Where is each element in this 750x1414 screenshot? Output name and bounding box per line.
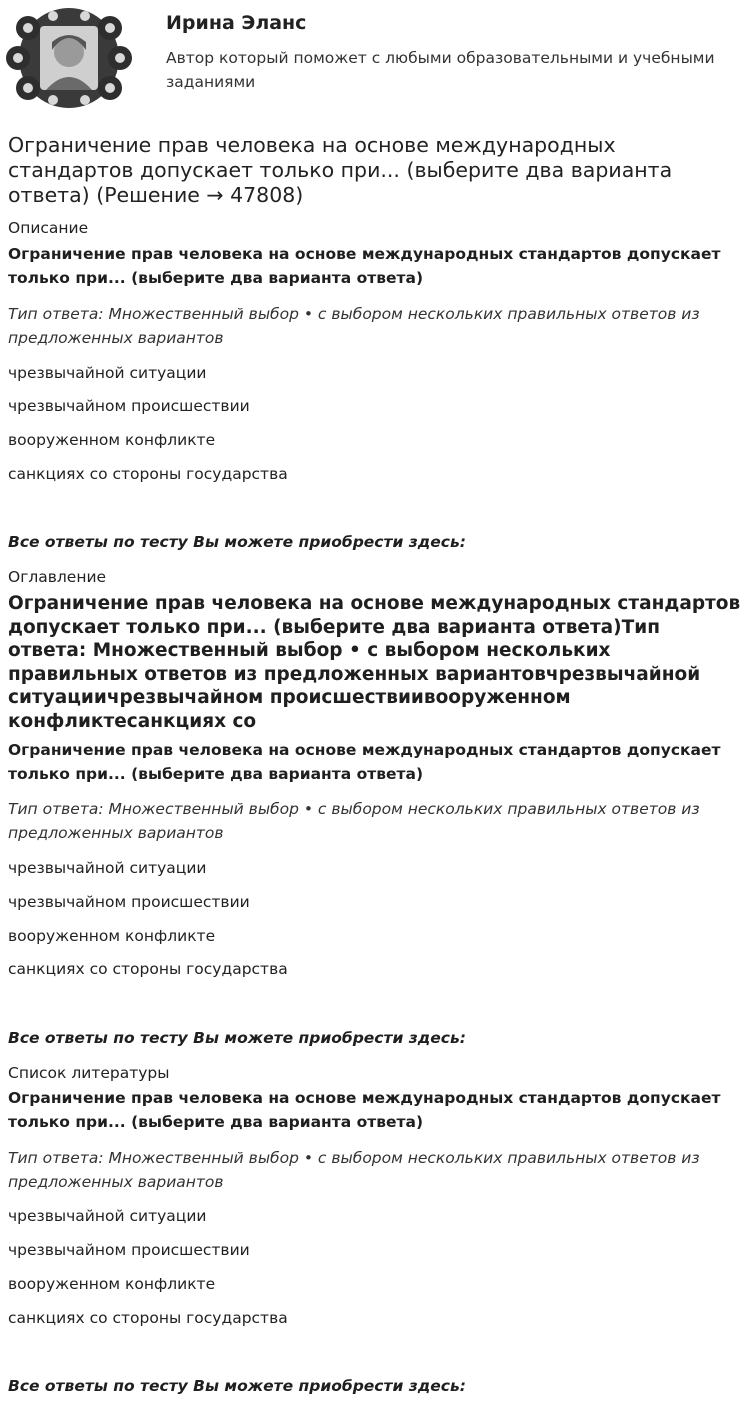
film-reel-avatar-icon xyxy=(6,6,132,110)
answer-type: Тип ответа: Множественный выбор • с выбором нескольких правильных ответов из предложенных вариантов xyxy=(8,305,700,347)
answer-option: вооруженном конфликте xyxy=(8,927,216,945)
answer-type: Тип ответа: Множественный выбор • с выбором нескольких правильных ответов из предложенных вариантов xyxy=(8,1149,700,1191)
answer-option: вооруженном конфликте xyxy=(8,1275,216,1293)
section-label-references: Список литературы xyxy=(8,1064,170,1082)
answer-option: санкциях со стороны государства xyxy=(8,465,288,483)
answer-option: вооруженном конфликте xyxy=(8,431,216,449)
section-label-toc: Оглавление xyxy=(8,568,107,586)
answer-option: чрезвычайной ситуации xyxy=(8,1207,207,1225)
buy-answers-link[interactable]: Все ответы по тесту Вы можете приобрести здесь: xyxy=(8,1029,466,1047)
question-text: Ограничение прав человека на основе международных стандартов допускает только при... (выберите два варианта ответа) xyxy=(8,245,721,287)
answer-option: санкциях со стороны государства xyxy=(8,1309,288,1327)
toc-heading: Ограничение прав человека на основе международных стандартов допускает только при... (выберите два варианта ответа)Тип ответа: Множественный выбор • с выбором нескольких правильных ответов из предложенных вариантовчрезвычайной ситуациичрезвычайном происшествиивооруженном конфликтесанкциях со xyxy=(8,593,741,732)
buy-answers-link[interactable]: Все ответы по тесту Вы можете приобрести здесь: xyxy=(8,533,466,551)
answer-option: чрезвычайном происшествии xyxy=(8,397,250,415)
question-text: Ограничение прав человека на основе международных стандартов допускает только при... (выберите два варианта ответа) xyxy=(8,741,721,783)
answer-option: санкциях со стороны государства xyxy=(8,960,288,978)
author-avatar[interactable] xyxy=(6,6,132,110)
author-header xyxy=(0,0,750,120)
section-label-description: Описание xyxy=(8,219,89,237)
author-description: Автор который поможет с любыми образовательными и учебными заданиями xyxy=(166,49,715,91)
answer-option: чрезвычайном происшествии xyxy=(8,1241,250,1259)
page-title: Ограничение прав человека на основе международных стандартов допускает только при... (выберите два варианта ответа) (Решение → 47808) xyxy=(8,133,673,207)
answer-option: чрезвычайной ситуации xyxy=(8,859,207,877)
buy-answers-link[interactable]: Все ответы по тесту Вы можете приобрести здесь: xyxy=(8,1377,466,1395)
answer-option: чрезвычайном происшествии xyxy=(8,893,250,911)
author-name: Ирина Эланс xyxy=(166,12,307,34)
question-text: Ограничение прав человека на основе международных стандартов допускает только при... (выберите два варианта ответа) xyxy=(8,1089,721,1131)
answer-option: чрезвычайной ситуации xyxy=(8,364,207,382)
answer-type: Тип ответа: Множественный выбор • с выбором нескольких правильных ответов из предложенных вариантов xyxy=(8,800,700,842)
